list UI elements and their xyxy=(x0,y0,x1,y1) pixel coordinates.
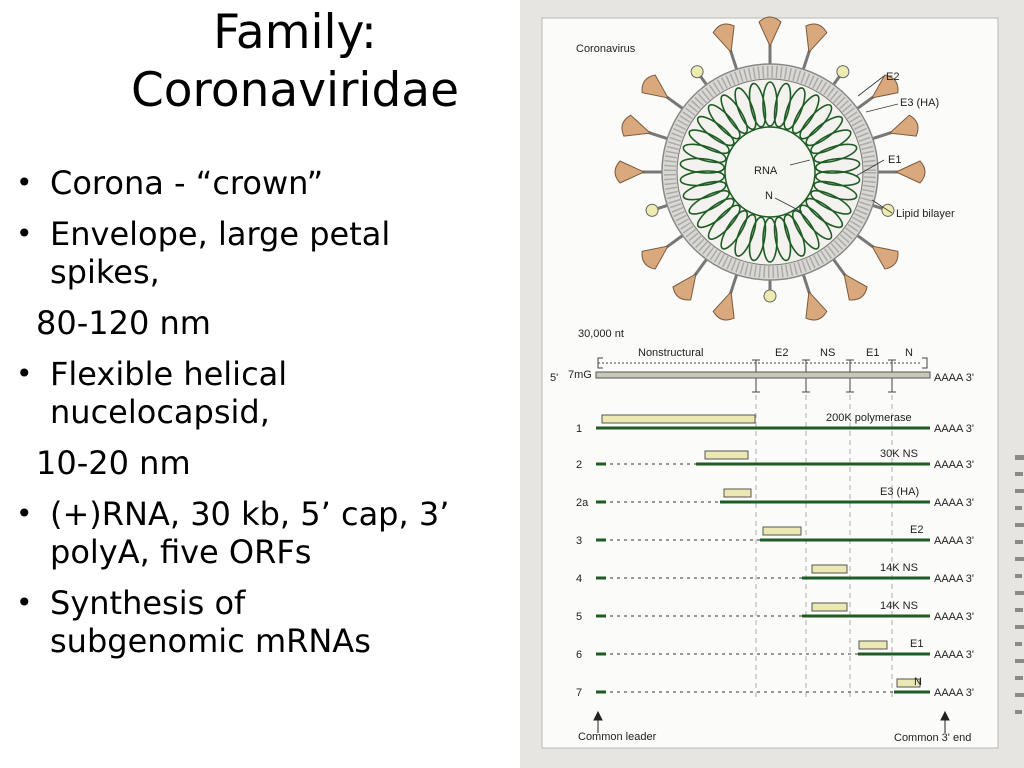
coronavirus-figure xyxy=(520,0,1024,768)
bullet-text-line: Synthesis of xyxy=(50,584,246,622)
mrna-product: 14K NS xyxy=(880,600,918,612)
segment-n: N xyxy=(905,347,913,359)
bullet-text-line: 80-120 nm xyxy=(36,304,211,342)
bullet-dot: • xyxy=(16,586,33,619)
label-e3: E3 (HA) xyxy=(900,97,940,109)
bullet-text-line: (+)RNA, 30 kb, 5’ cap, 3’ xyxy=(50,495,450,533)
virion-title: Coronavirus xyxy=(576,43,636,55)
bullet-dot: • xyxy=(16,497,33,530)
mrna-tail: AAAA 3' xyxy=(934,423,975,435)
mrna-product: N xyxy=(914,676,922,688)
mrna-tail: AAAA 3' xyxy=(934,611,975,623)
title-line-2: Coronaviridae xyxy=(130,63,459,118)
label-e1: E1 xyxy=(888,154,902,166)
bullet-text-line: 10-20 nm xyxy=(36,444,191,482)
mrna-id: 1 xyxy=(576,423,583,435)
orf-box xyxy=(763,527,801,535)
mrna-id: 3 xyxy=(576,535,583,547)
label-lipid-bilayer: Lipid bilayer xyxy=(896,208,955,220)
mrna-id: 4 xyxy=(576,573,583,585)
bullet-dot: • xyxy=(16,357,33,390)
genome-length: 30,000 nt xyxy=(578,328,624,340)
orf-box xyxy=(602,415,755,423)
bullet-dot: • xyxy=(16,166,33,199)
bullet-item xyxy=(14,355,519,431)
bullet-text-line: Envelope, large petal xyxy=(50,215,391,253)
title-line-1: Family: xyxy=(213,5,377,60)
bullet-item xyxy=(14,495,519,571)
label-n: N xyxy=(765,190,773,202)
bullet-item xyxy=(14,164,519,202)
orf-box xyxy=(859,641,887,649)
orf-box xyxy=(724,489,751,497)
mrna-tail: AAAA 3' xyxy=(934,687,975,699)
figure-svg xyxy=(520,0,1024,768)
bullet-text-line: spikes, xyxy=(50,253,160,291)
label-e2: E2 xyxy=(886,71,900,83)
mrna-product: 200K polymerase xyxy=(826,412,912,424)
mrna-id: 2a xyxy=(576,497,589,509)
orf-box xyxy=(812,565,847,573)
mrna-tail: AAAA 3' xyxy=(934,459,975,471)
genome-three-prime: AAAA 3' xyxy=(934,372,975,384)
orf-box xyxy=(812,603,847,611)
mrna-tail: AAAA 3' xyxy=(934,497,975,509)
mrna-tail: AAAA 3' xyxy=(934,535,975,547)
background-page-text xyxy=(1015,455,1024,714)
segment-e2: E2 xyxy=(775,347,789,359)
mrna-product: 14K NS xyxy=(880,562,918,574)
mrna-id: 5 xyxy=(576,611,583,623)
bullet-list xyxy=(14,164,519,673)
genome-cap: 7mG xyxy=(568,369,592,381)
segment-nonstructural: Nonstructural xyxy=(638,347,704,359)
mrna-id: 7 xyxy=(576,687,583,699)
mrna-tail: AAAA 3' xyxy=(934,649,975,661)
common-3-end-label: Common 3' end xyxy=(894,732,972,744)
bullet-dot: • xyxy=(16,217,33,250)
bullet-text-line: polyA, five ORFs xyxy=(50,533,312,571)
mrna-id: 2 xyxy=(576,459,583,471)
bullet-text-line: Flexible helical xyxy=(50,355,288,393)
bullet-text-line: subgenomic mRNAs xyxy=(50,622,371,660)
common-leader-label: Common leader xyxy=(578,731,657,743)
bullet-text-line: Corona - “crown” xyxy=(50,164,324,202)
mrna-product: E3 (HA) xyxy=(880,486,920,498)
segment-ns: NS xyxy=(820,347,836,359)
segment-e1: E1 xyxy=(866,347,880,359)
mrna-product: E1 xyxy=(910,638,924,650)
bullet-continuation xyxy=(14,444,519,482)
slide-title xyxy=(60,4,530,120)
genome-five-prime: 5' xyxy=(550,372,559,384)
bullet-item xyxy=(14,584,519,660)
label-rna: RNA xyxy=(754,165,778,177)
mrna-id: 6 xyxy=(576,649,583,661)
mrna-tail: AAAA 3' xyxy=(934,573,975,585)
orf-box xyxy=(705,451,748,459)
bullet-continuation xyxy=(14,304,519,342)
bullet-text-line: nucelocapsid, xyxy=(50,393,270,431)
mrna-product: 30K NS xyxy=(880,448,918,460)
genome-bar xyxy=(596,372,930,378)
mrna-product: E2 xyxy=(910,524,924,536)
bullet-item xyxy=(14,215,519,291)
